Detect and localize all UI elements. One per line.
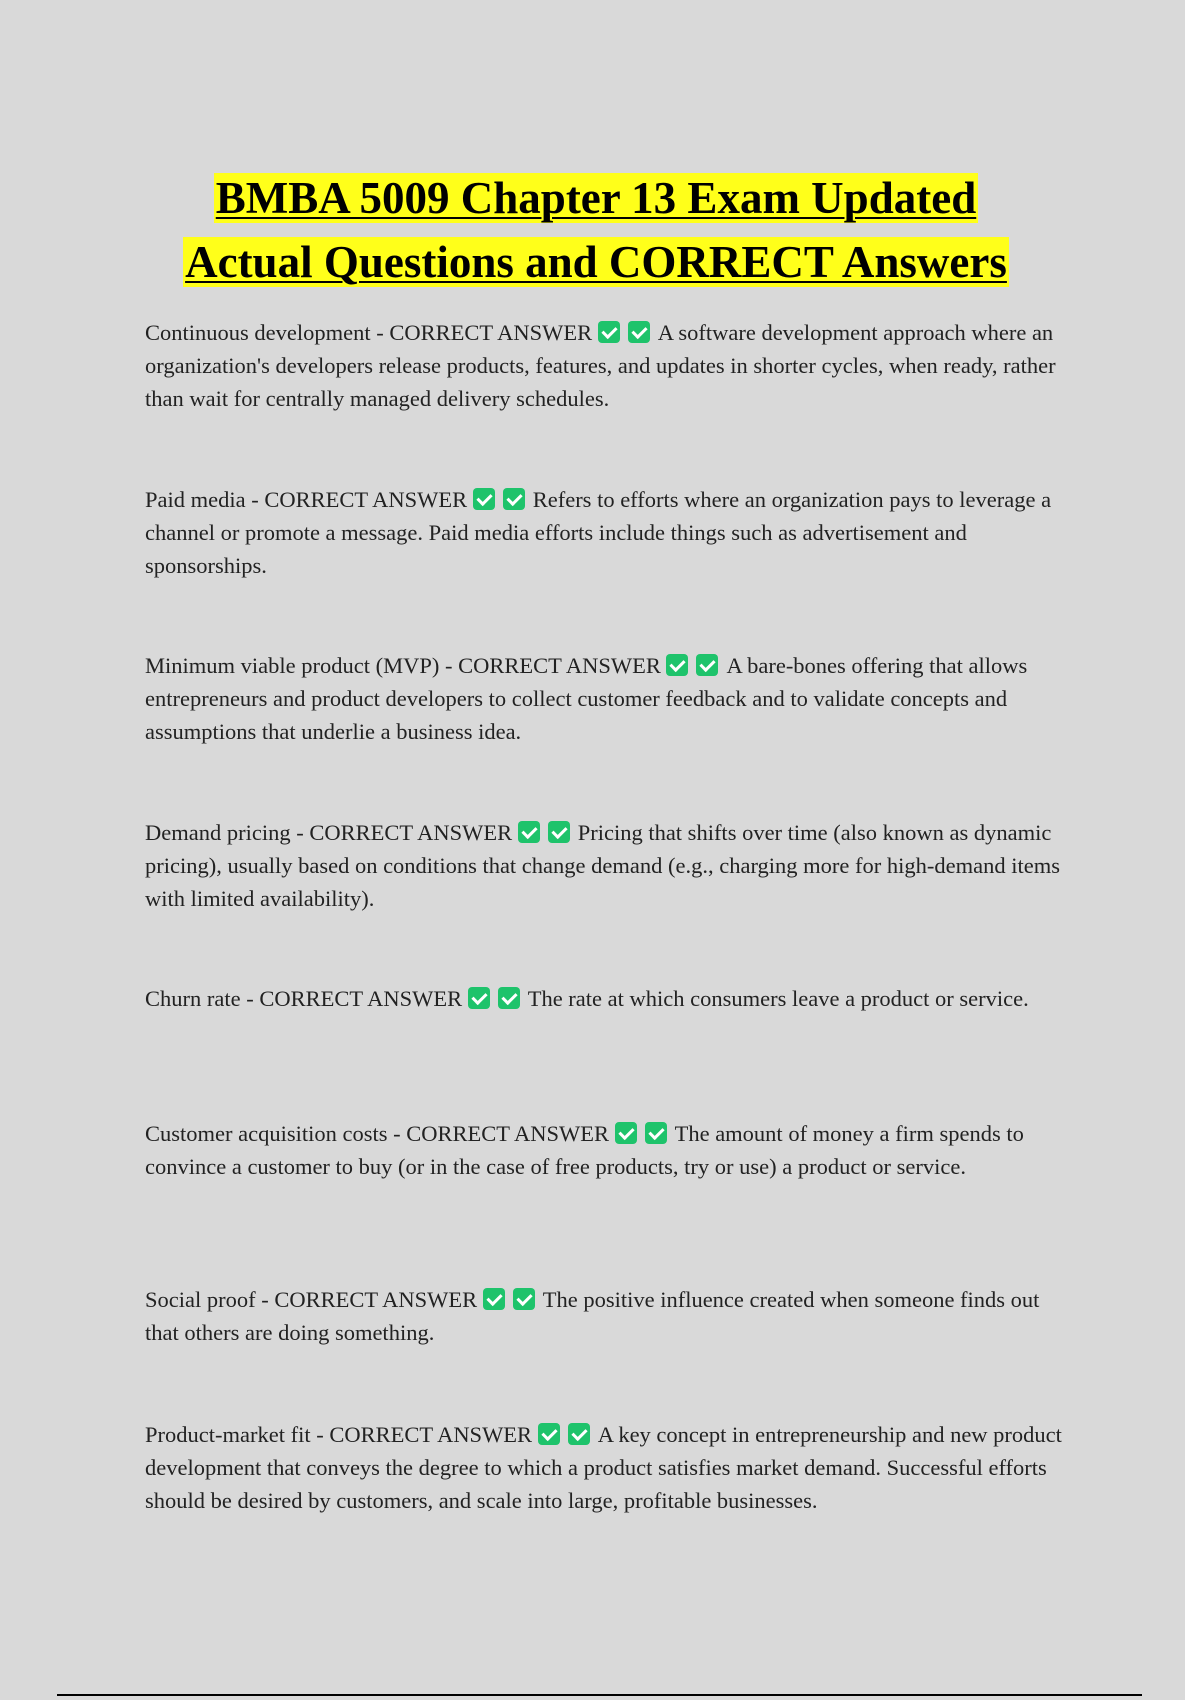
check-mark-icon — [615, 1122, 637, 1144]
check-mark-icon — [468, 987, 490, 1009]
check-mark-icon — [696, 654, 718, 676]
qa-term: Minimum viable product (MVP) — [145, 653, 440, 678]
qa-term: Continuous development — [145, 320, 371, 345]
qa-definition: The positive influence created when someone finds out that others are doing something. — [145, 1287, 1040, 1345]
qa-definition: The rate at which consumers leave a product or service. — [527, 986, 1029, 1011]
qa-answer-marker: - CORRECT ANSWER — [261, 1287, 478, 1312]
qa-answer-marker: - CORRECT ANSWER — [376, 320, 593, 345]
check-mark-icon — [483, 1288, 505, 1310]
check-mark-icon — [503, 488, 525, 510]
qa-item — [145, 1418, 1065, 1517]
qa-term: Customer acquisition costs — [145, 1121, 388, 1146]
qa-answer-marker: - CORRECT ANSWER — [444, 653, 661, 678]
qa-definition: A software development approach where an organization's developers release products, features, and updates in shorter cycles, when ready, rather than wait for centrally managed delivery schedules. — [145, 320, 1056, 411]
check-mark-icon — [518, 821, 540, 843]
check-mark-icon — [598, 321, 620, 343]
qa-definition: The amount of money a firm spends to convince a customer to buy (or in the case of free products, try or use) a product or service. — [145, 1121, 1024, 1179]
document-title — [146, 166, 1046, 294]
check-mark-icon — [538, 1423, 560, 1445]
qa-definition: Refers to efforts where an organization pays to leverage a channel or promote a message. Paid media efforts include things such as advertisement and sponsorships. — [145, 487, 1052, 578]
qa-definition: A bare-bones offering that allows entrepreneurs and product developers to collect customer feedback and to validate concepts and assumptions that underlie a business idea. — [145, 653, 1028, 744]
qa-definition: Pricing that shifts over time (also known as dynamic pricing), usually based on conditions that change demand (e.g., charging more for high-demand items with limited availability). — [145, 820, 1060, 911]
footer-divider — [57, 1694, 1142, 1696]
qa-term: Demand pricing — [145, 820, 291, 845]
qa-answer-marker: - CORRECT ANSWER — [393, 1121, 609, 1146]
qa-item — [145, 816, 1065, 915]
check-mark-icon — [666, 654, 688, 676]
check-mark-icon — [498, 987, 520, 1009]
check-mark-icon — [645, 1122, 667, 1144]
qa-answer-marker: - CORRECT ANSWER — [251, 487, 468, 512]
qa-term: Social proof — [145, 1287, 256, 1312]
page-edge-strip — [1185, 0, 1200, 1700]
qa-term: Paid media — [145, 487, 246, 512]
qa-item — [145, 1283, 1065, 1349]
check-mark-icon — [548, 821, 570, 843]
qa-term: Product-market fit — [145, 1422, 311, 1447]
qa-definition: A key concept in entrepreneurship and new product development that conveys the degree to which a product satisfies market demand. Successful efforts should be desired by customers, and scale into large, profitable businesses. — [145, 1422, 1062, 1513]
qa-item — [145, 483, 1065, 582]
check-mark-icon — [473, 488, 495, 510]
check-mark-icon — [628, 321, 650, 343]
check-mark-icon — [568, 1423, 590, 1445]
qa-item — [145, 316, 1065, 415]
qa-answer-marker: - CORRECT ANSWER — [246, 986, 463, 1011]
qa-item — [145, 1117, 1065, 1183]
qa-item — [145, 649, 1065, 748]
qa-item — [145, 982, 1065, 1015]
title-line-1: BMBA 5009 Chapter 13 Exam Updated — [215, 173, 977, 223]
qa-answer-marker: - CORRECT ANSWER — [316, 1422, 533, 1447]
qa-term: Churn rate — [145, 986, 241, 1011]
title-line-2: Actual Questions and CORRECT Answers — [185, 237, 1007, 287]
check-mark-icon — [513, 1288, 535, 1310]
qa-answer-marker: - CORRECT ANSWER — [296, 820, 513, 845]
